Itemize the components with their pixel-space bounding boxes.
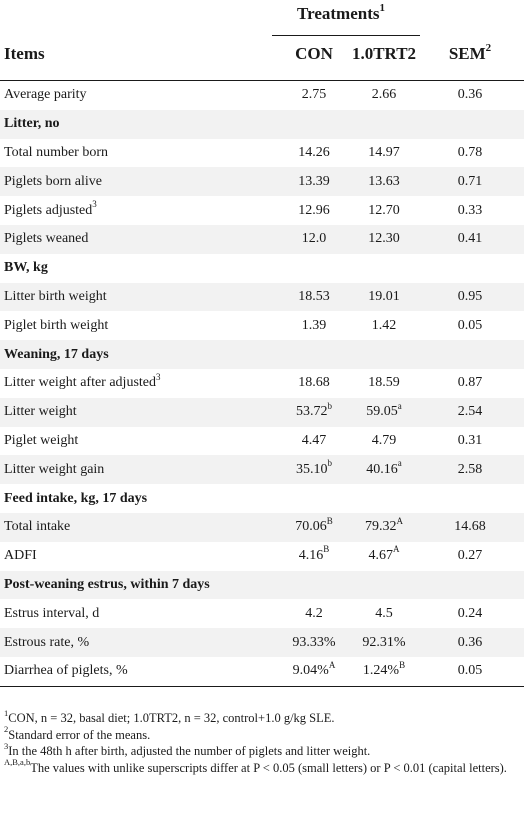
sem-value-value: 14.68	[454, 519, 486, 535]
sem-value-value: 0.78	[457, 144, 483, 160]
footnote-mark: 1	[4, 707, 9, 718]
sem-value-value: 0.24	[457, 605, 483, 621]
row-label	[4, 548, 37, 564]
footnote-text: Standard error of the means.	[8, 727, 151, 742]
section-label: Feed intake, kg, 17 days	[4, 490, 148, 506]
con-value-value: 53.72	[296, 404, 328, 420]
con-value-superscript: b	[327, 400, 332, 411]
con-value-superscript: b	[327, 458, 332, 469]
footnote	[4, 757, 518, 777]
con-value-value: 13.39	[298, 173, 330, 189]
trt-value-value: 1.24%	[362, 663, 400, 679]
table-row	[0, 628, 524, 657]
footnote-text: CON, n = 32, basal diet; 1.0TRT2, n = 32, control+1.0 g/kg SLE.	[8, 711, 335, 725]
sem-value	[430, 663, 510, 679]
table-row	[0, 139, 524, 168]
trt-value-value: 4.79	[371, 432, 397, 448]
table-row	[0, 196, 524, 225]
trt-value-value: 2.66	[371, 87, 397, 103]
con-value-superscript: A	[328, 659, 336, 670]
row-label-value: Estrus interval, d	[4, 605, 100, 621]
sem-value-value: 0.36	[457, 87, 483, 103]
row-label-value: Litter weight	[4, 404, 77, 420]
trt-value	[334, 544, 434, 564]
footnote-text: The values with unlike superscripts differ at P < 0.05 (small letters) or P < 0.01 (capital letters).	[30, 760, 507, 775]
treatments-underline	[272, 35, 420, 36]
con-value-value: 1.39	[301, 317, 327, 333]
trt-value-value: 92.31%	[362, 634, 406, 650]
trt-value	[334, 458, 434, 478]
row-label-superscript: 3	[156, 371, 161, 382]
row-label	[4, 606, 99, 622]
trt-value	[334, 635, 434, 651]
row-label	[4, 289, 107, 305]
section-label: Weaning, 17 days	[4, 346, 109, 362]
trt-value-superscript: a	[397, 458, 402, 469]
sem-value-value: 0.05	[457, 317, 483, 333]
con-value-superscript: B	[323, 544, 330, 555]
section-label: Litter, no	[4, 116, 60, 132]
row-label	[4, 663, 128, 679]
table-row	[0, 542, 524, 571]
sem-value-value: 0.05	[457, 663, 483, 679]
con-value-value: 70.06	[295, 519, 327, 535]
row-label	[4, 198, 97, 219]
con-value-superscript: B	[326, 515, 333, 526]
con-value-value: 4.16	[298, 548, 324, 564]
trt-value-superscript: A	[396, 515, 403, 526]
items-column-header: Items	[4, 44, 45, 63]
footnote	[4, 724, 518, 744]
row-label	[4, 635, 89, 651]
row-label-value: Estrous rate, %	[4, 634, 90, 650]
row-label-value: Piglet birth weight	[4, 317, 109, 333]
row-label-value: Piglet weight	[4, 432, 79, 448]
sem-value	[430, 231, 510, 247]
table-row	[0, 427, 524, 456]
sem-value	[430, 404, 510, 420]
con-value-value: 4.47	[301, 432, 327, 448]
row-label-value: Piglets adjusted	[4, 202, 93, 218]
con-value-value: 4.2	[305, 605, 323, 621]
trt-value-value: 18.59	[368, 375, 400, 391]
trt-value-value: 4.5	[375, 605, 393, 621]
table-row	[0, 311, 524, 340]
table-row	[0, 513, 524, 542]
footnote-mark: A,B,a,b	[4, 757, 31, 768]
sem-value-value: 0.31	[457, 432, 483, 448]
sem-footnote-mark: 2	[485, 42, 492, 55]
sem-value-value: 0.41	[457, 231, 483, 247]
sem-value-value: 0.95	[457, 288, 483, 304]
con-column-header: CON	[295, 44, 333, 63]
row-label-value: Litter weight after adjusted	[4, 375, 156, 391]
table-row	[0, 369, 524, 398]
sem-title: SEM	[448, 44, 486, 63]
con-value-value: 9.04%	[292, 663, 329, 679]
footnote	[4, 740, 518, 760]
trt-value	[334, 659, 434, 679]
sem-value-value: 2.54	[457, 404, 483, 420]
sem-value	[430, 606, 510, 622]
trt-value	[334, 515, 434, 535]
trt-value	[334, 203, 434, 219]
trt-value-value: 79.32	[365, 519, 397, 535]
sem-value	[430, 87, 510, 103]
trt-value-value: 1.42	[371, 317, 397, 333]
row-label-value: Litter weight gain	[4, 461, 105, 477]
trt-value-value: 14.97	[368, 144, 400, 160]
sem-value	[430, 145, 510, 161]
trt-value-value: 12.70	[368, 202, 400, 218]
trt-value	[334, 231, 434, 247]
sem-value	[430, 548, 510, 564]
trt-value	[334, 289, 434, 305]
footnote	[4, 707, 518, 727]
trt-value-value: 40.16	[366, 461, 398, 477]
row-label-value: ADFI	[4, 548, 37, 564]
table-header	[0, 0, 524, 80]
trt-value	[334, 400, 434, 420]
section-row	[0, 340, 524, 369]
con-value-value: 93.33%	[292, 634, 336, 650]
sem-value	[430, 375, 510, 391]
footnote-mark: 2	[4, 724, 9, 735]
table-row	[0, 167, 524, 196]
con-value-value: 18.53	[298, 288, 330, 304]
section-row	[0, 110, 524, 139]
section-row	[0, 571, 524, 600]
trt-value	[334, 375, 434, 391]
row-label	[4, 87, 87, 103]
row-label	[4, 371, 161, 391]
section-row	[0, 484, 524, 513]
row-label	[4, 145, 108, 161]
sem-value	[430, 635, 510, 651]
section-label: Post-weaning estrus, within 7 days	[4, 576, 210, 592]
trt-value-superscript: a	[397, 400, 402, 411]
trt-value-value: 13.63	[368, 173, 400, 189]
sem-value	[430, 462, 510, 478]
footnote-text: In the 48th h after birth, adjusted the number of piglets and litter weight.	[8, 744, 371, 758]
table-row	[0, 599, 524, 628]
trt-value	[334, 318, 434, 334]
row-label	[4, 433, 78, 449]
sem-value-value: 0.87	[457, 375, 483, 391]
con-value-value: 18.68	[298, 375, 330, 391]
row-label	[4, 462, 104, 478]
table-row	[0, 657, 524, 686]
con-value-value: 35.10	[296, 461, 328, 477]
table-row	[0, 398, 524, 427]
trt-value-superscript: B	[399, 659, 406, 670]
sem-value	[430, 289, 510, 305]
con-value-value: 12.0	[301, 231, 327, 247]
section-label: BW, kg	[4, 260, 48, 276]
trt-value-value: 4.67	[368, 548, 393, 564]
trt-column-header: 1.0TRT2	[351, 44, 417, 63]
row-label-value: Total intake	[4, 519, 71, 535]
sem-value-value: 0.33	[457, 202, 483, 218]
sem-value	[430, 203, 510, 219]
trt-value-superscript: A	[393, 544, 400, 555]
bottom-rule	[0, 686, 524, 687]
trt-value-value: 59.05	[366, 404, 398, 420]
table-row	[0, 283, 524, 312]
row-label	[4, 174, 102, 190]
row-label	[4, 519, 70, 535]
treatments-header	[258, 4, 424, 24]
trt-value	[334, 606, 434, 622]
row-label	[4, 231, 88, 247]
sem-value-value: 0.27	[457, 548, 483, 564]
con-value-value: 12.96	[298, 202, 330, 218]
row-label-superscript: 3	[92, 198, 97, 209]
trt-value	[334, 145, 434, 161]
table-body	[0, 81, 524, 686]
trt-value	[334, 174, 434, 190]
row-label-value: Piglets weaned	[4, 231, 89, 247]
section-row	[0, 254, 524, 283]
treatments-title: Treatments	[297, 4, 380, 23]
sem-value-value: 0.71	[457, 173, 483, 189]
table-row	[0, 225, 524, 254]
row-label-value: Average parity	[4, 87, 87, 103]
sem-value	[430, 318, 510, 334]
sem-value-value: 0.36	[457, 634, 483, 650]
row-label-value: Litter birth weight	[4, 288, 107, 304]
sem-value-value: 2.58	[457, 461, 483, 477]
trt-value-value: 12.30	[368, 231, 400, 247]
row-label-value: Piglets born alive	[4, 173, 102, 189]
trt-value-value: 19.01	[368, 288, 400, 304]
con-value-value: 14.26	[298, 144, 330, 160]
row-label-value: Total number born	[4, 144, 108, 160]
row-label	[4, 404, 77, 420]
footnotes	[4, 707, 518, 776]
sem-value	[430, 174, 510, 190]
table-row	[0, 81, 524, 110]
row-label	[4, 318, 108, 334]
trt-value	[334, 433, 434, 449]
sem-value	[430, 433, 510, 449]
footnote-mark: 3	[4, 740, 9, 751]
row-label-value: Diarrhea of piglets, %	[4, 663, 128, 679]
treatments-footnote-mark: 1	[379, 2, 385, 15]
table-row	[0, 455, 524, 484]
sem-value	[430, 519, 510, 535]
sem-column-header	[430, 44, 510, 64]
trt-value	[334, 87, 434, 103]
con-value-value: 2.75	[301, 87, 327, 103]
